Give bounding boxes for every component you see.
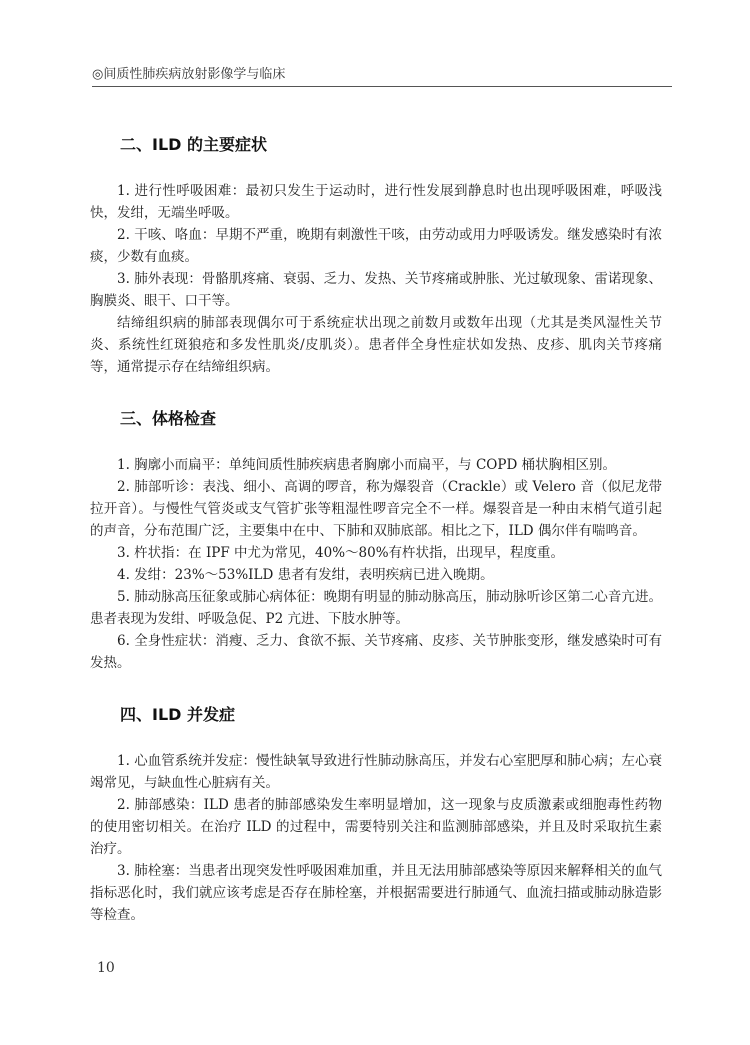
section-complications xyxy=(90,702,662,926)
running-header: ◎间质性肺疾病放射影像学与临床 xyxy=(92,63,672,87)
section-heading: 二、ILD 的主要症状 xyxy=(120,135,268,154)
paragraph: 2. 肺部听诊：表浅、细小、高调的啰音，称为爆裂音（Crackle）或 Velero 音（似尼龙带拉开音）。与慢性气管炎或支气管扩张等粗湿性啰音完全不一样。爆裂音是一种由末梢气道引起的声音，分布范围广泛，主要集中在中、下肺和双肺底部。相比之下，ILD 偶尔伴有喘鸣音。 xyxy=(90,479,662,539)
paragraph: 2. 干咳、咯血：早期不严重，晚期有刺激性干咳，由劳动或用力呼吸诱发。继发感染时有浓痰，少数有血痰。 xyxy=(90,227,662,265)
section-heading: 三、体格检查 xyxy=(120,409,217,428)
paragraph: 5. 肺动脉高压征象或肺心病体征：晚期有明显的肺动脉高压，肺动脉听诊区第二心音亢进。患者表现为发绀、呼吸急促、P2 亢进、下肢水肿等。 xyxy=(90,589,662,627)
paragraph: 3. 肺栓塞：当患者出现突发性呼吸困难加重，并且无法用肺部感染等原因来解释相关的血气指标恶化时，我们就应该考虑是否存在肺栓塞，并根据需要进行肺通气、血流扫描或肺动脉造影等检查。 xyxy=(90,863,662,923)
paragraph: 3. 肺外表现：骨骼肌疼痛、衰弱、乏力、发热、关节疼痛或肿胀、光过敏现象、雷诺现象、胸膜炎、眼干、口干等。 xyxy=(90,271,662,309)
page-content xyxy=(90,132,662,926)
section-heading: 四、ILD 并发症 xyxy=(120,705,236,724)
paragraph: 结缔组织病的肺部表现偶尔可于系统症状出现之前数月或数年出现（尤其是类风湿性关节炎、系统性红斑狼疮和多发性肌炎/皮肌炎）。患者伴全身性症状如发热、皮疹、肌肉关节疼痛等，通常提示存在结缔组织病。 xyxy=(90,315,662,375)
page-number: 10 xyxy=(97,960,115,976)
paragraph: 1. 胸廓小而扁平：单纯间质性肺疾病患者胸廓小而扁平，与 COPD 桶状胸相区别。 xyxy=(117,457,617,473)
paragraph: 1. 进行性呼吸困难：最初只发生于运动时，进行性发展到静息时也出现呼吸困难，呼吸浅快，发绀，无端坐呼吸。 xyxy=(90,183,662,221)
paragraph: 1. 心血管系统并发症：慢性缺氧导致进行性肺动脉高压，并发右心室肥厚和肺心病；左心衰竭常见，与缺血性心脏病有关。 xyxy=(90,753,662,791)
paragraph: 3. 杵状指：在 IPF 中尤为常见，40%～80%有杵状指，出现早，程度重。 xyxy=(117,545,565,561)
section-main-symptoms xyxy=(90,132,662,378)
paragraph: 6. 全身性症状：消瘦、乏力、食欲不振、关节疼痛、皮疹、关节肿胀变形，继发感染时可有发热。 xyxy=(90,633,662,671)
paragraph: 2. 肺部感染：ILD 患者的肺部感染发生率明显增加，这一现象与皮质激素或细胞毒性药物的使用密切相关。在治疗 ILD 的过程中，需要特别关注和监测肺部感染，并且及时采取抗生素治疗。 xyxy=(90,797,662,857)
section-physical-exam xyxy=(90,406,662,674)
paragraph: 4. 发绀：23%～53%ILD 患者有发绀，表明疾病已进入晚期。 xyxy=(117,567,494,583)
